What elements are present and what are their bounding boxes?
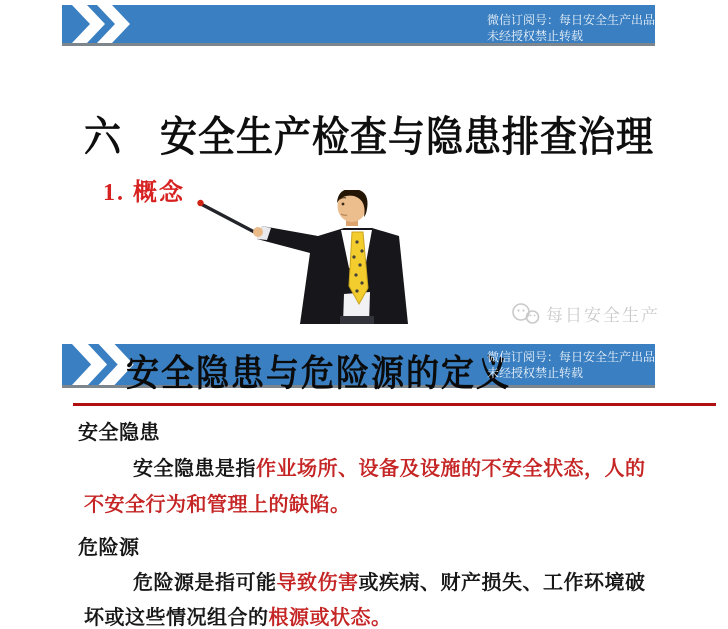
wechat-account-note — [487, 350, 655, 381]
definition-text-line — [133, 566, 646, 595]
definition-text-black: 或疾病、财产损失、工作环境破 — [358, 572, 646, 594]
watermark-text: 每日安全生产 — [546, 306, 660, 325]
definition-text-highlight: 不安全行为和管理上的缺陷。 — [84, 494, 351, 516]
double-chevron-icon — [72, 5, 136, 43]
definition-text-highlight: 作业场所、设备及设施的不安全状态，人的 — [256, 458, 646, 480]
definition-text-black: 危险源是指可能 — [133, 572, 277, 594]
top-banner-bar — [62, 5, 655, 43]
definition-text-line — [133, 452, 646, 481]
wechat-account-note — [487, 13, 655, 44]
subsection-banner-bar — [62, 344, 656, 395]
slide-title: 六 安全生产检查与隐患排查治理 — [84, 115, 654, 162]
definition-text-highlight: 导致伤害 — [276, 572, 359, 594]
watermark — [511, 301, 660, 326]
wechat-note-line2: 未经授权禁止转载 — [487, 28, 584, 43]
wechat-note-line1: 微信订阅号：每日安全生产出品 — [487, 350, 656, 364]
definition-text-black: 安全隐患是指 — [133, 458, 256, 480]
definition-text-highlight: 根源或状态。 — [268, 607, 392, 629]
red-divider-line — [73, 403, 716, 406]
section-number-label: 1. 概念 — [103, 180, 185, 206]
wechat-note-line1: 微信订阅号：每日安全生产出品 — [487, 13, 656, 27]
definition-text-line — [84, 488, 351, 517]
wechat-note-line2: 未经授权禁止转载 — [487, 365, 584, 380]
wechat-icon — [511, 302, 541, 326]
definition-heading: 危险源 — [78, 537, 140, 559]
definition-text-black: 坏或这些情况组合的 — [84, 607, 269, 629]
definition-heading: 安全隐患 — [78, 422, 160, 444]
subsection-title: 安全隐患与危险源的定义 — [126, 354, 511, 395]
definition-text-line — [84, 601, 392, 629]
presenter-pointing-image — [194, 190, 434, 325]
